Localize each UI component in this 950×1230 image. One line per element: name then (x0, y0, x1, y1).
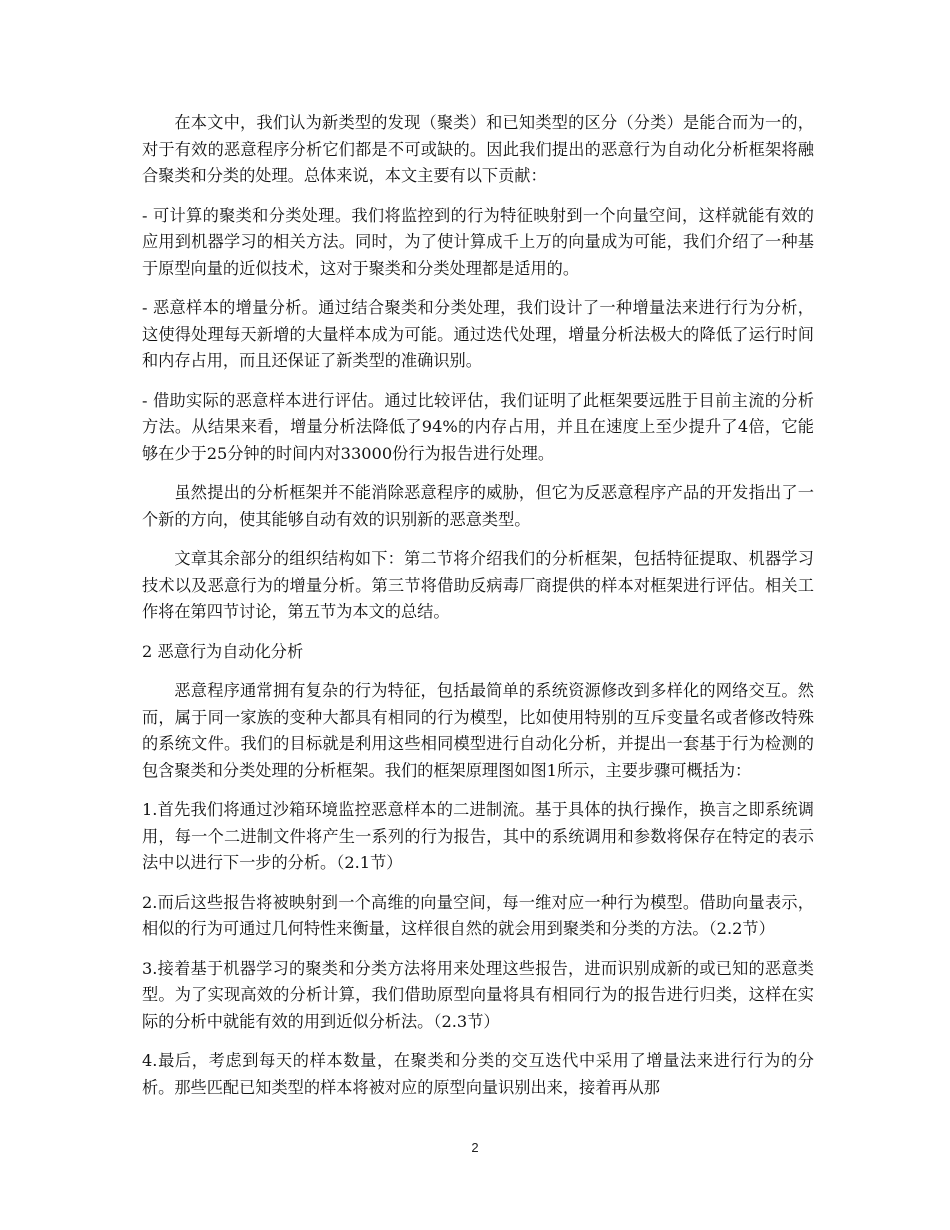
paragraph-intro: 在本文中，我们认为新类型的发现（聚类）和已知类型的区分（分类）是能合而为一的，对于有效的恶意程序分析它们都是不可或缺的。因此我们提出的恶意行为自动化分析框架将融合聚类和分类的处理。总体来说，本文主要有以下贡献： (142, 113, 814, 185)
paragraph-step-4: 4.最后，考虑到每天的样本数量，在聚类和分类的交互迭代中采用了增量法来进行行为的分析。那些匹配已知类型的样本将被对应的原型向量识别出来，接着再从那 (142, 1051, 814, 1097)
paragraph-structure: 文章其余部分的组织结构如下：第二节将介绍我们的分析框架，包括特征提取、机器学习技术以及恶意行为的增量分析。第三节将借助反病毒厂商提供的样本对框架进行评估。相关工作将在第四节讨论，第五节为本文的总结。 (142, 549, 814, 621)
page-number: 2 (471, 1140, 479, 1155)
section-heading: 2 恶意行为自动化分析 (142, 641, 304, 661)
paragraph-contribution-1: - 可计算的聚类和分类处理。我们将监控到的行为特征映射到一个向量空间，这样就能有效的应用到机器学习的相关方法。同时，为了使计算成千上万的向量成为可能，我们介绍了一种基于原型向量的近似技术，这对于聚类和分类处理都是适用的。 (142, 205, 814, 278)
paragraph-contribution-2: - 恶意样本的增量分析。通过结合聚类和分类处理，我们设计了一种增量法来进行行为分析，这使得处理每天新增的大量样本成为可能。通过迭代处理，增量分析法极大的降低了运行时间和内存占用，而且还保证了新类型的准确识别。 (142, 298, 814, 370)
paragraph-summary: 虽然提出的分析框架并不能消除恶意程序的威胁，但它为反恶意程序产品的开发指出了一个新的方向，使其能够自动有效的识别新的恶意类型。 (142, 483, 814, 529)
paragraph-contribution-3: - 借助实际的恶意样本进行评估。通过比较评估，我们证明了此框架要远胜于目前主流的分析方法。从结果来看，增量分析法降低了94%的内存占用，并且在速度上至少提升了4倍，它能够在少于25分钟的时间内对33000份行为报告进行处理。 (142, 390, 814, 463)
document-body (142, 110, 814, 1114)
paragraph-section-intro: 恶意程序通常拥有复杂的行为特征，包括最简单的系统资源修改到多样化的网络交互。然而，属于同一家族的变种大都具有相同的行为模型，比如使用特别的互斥变量名或者修改特殊的系统文件。我们的目标就是利用这些相同模型进行自动化分析，并提出一套基于行为检测的包含聚类和分类处理的分析框架。我们的框架原理图如图1所示，主要步骤可概括为： (142, 681, 814, 780)
paragraph-step-2: 2.而后这些报告将被映射到一个高维的向量空间，每一维对应一种行为模型。借助向量表示，相似的行为可通过几何特性来衡量，这样很自然的就会用到聚类和分类的方法。（2.2节） (142, 892, 814, 938)
paragraph-step-3: 3.接着基于机器学习的聚类和分类方法将用来处理这些报告，进而识别成新的或已知的恶意类型。为了实现高效的分析计算，我们借助原型向量将具有相同行为的报告进行归类，这样在实际的分析中就能有效的用到近似分析法。（2.3节） (142, 958, 814, 1031)
paragraph-step-1: 1.首先我们将通过沙箱环境监控恶意样本的二进制流。基于具体的执行操作，换言之即系统调用，每一个二进制文件将产生一系列的行为报告，其中的系统调用和参数将保存在特定的表示法中以进行下一步的分析。（2.1节） (142, 800, 814, 872)
